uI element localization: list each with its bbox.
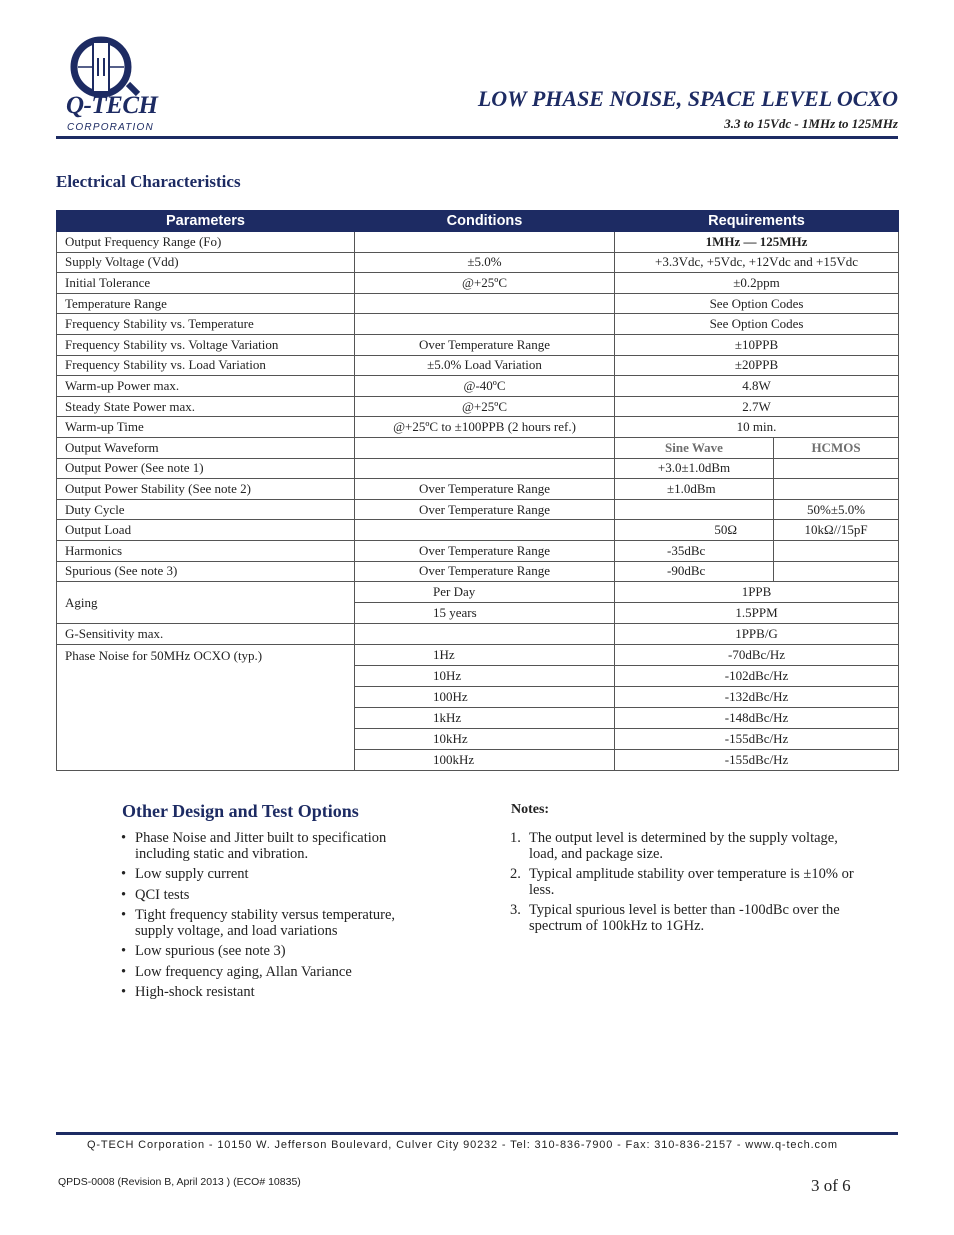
hcmos-cell: 50%±5.0%	[774, 499, 899, 520]
note-item	[510, 867, 855, 898]
note-number: 2.	[510, 866, 521, 882]
parameter-cell: Output Power (See note 1)	[57, 458, 355, 479]
sine-wave-cell	[615, 499, 774, 520]
condition-cell: Over Temperature Range	[355, 540, 615, 561]
table-row	[57, 499, 899, 520]
condition-cell: @+25ºC	[355, 396, 615, 417]
phase-noise-value-cell: -102dBc/Hz	[615, 666, 899, 687]
requirement-cell: ±20PPB	[615, 355, 899, 376]
offset-frequency-cell: 1kHz	[355, 708, 615, 729]
requirement-cell: 2.7W	[615, 396, 899, 417]
condition-cell: Over Temperature Range	[355, 479, 615, 500]
table-row	[57, 334, 899, 355]
hcmos-column-label: HCMOS	[774, 437, 899, 458]
table-row	[57, 437, 899, 458]
parameter-cell: Frequency Stability vs. Temperature	[57, 314, 355, 335]
sine-wave-cell: -35dBc	[615, 540, 774, 561]
table-row	[57, 645, 899, 666]
condition-cell	[355, 293, 615, 314]
bullet-icon: •	[121, 866, 127, 882]
bullet-icon: •	[121, 984, 127, 1000]
condition-cell: @+25ºC to ±100PPB (2 hours ref.)	[355, 417, 615, 438]
condition-cell: Over Temperature Range	[355, 334, 615, 355]
note-item	[510, 903, 855, 934]
requirement-cell: ±0.2ppm	[615, 273, 899, 294]
table-row	[57, 582, 899, 603]
parameter-cell: Initial Tolerance	[57, 273, 355, 294]
parameter-cell: Steady State Power max.	[57, 396, 355, 417]
note-text: Typical amplitude stability over temperature is ±10% or less.	[529, 866, 854, 898]
hcmos-cell	[774, 561, 899, 582]
header-requirements: Requirements	[615, 211, 899, 232]
header-conditions: Conditions	[355, 211, 615, 232]
offset-frequency-cell: 1Hz	[355, 645, 615, 666]
hcmos-cell	[774, 458, 899, 479]
footer-divider	[56, 1132, 898, 1135]
parameter-cell: Duty Cycle	[57, 499, 355, 520]
table-row	[57, 355, 899, 376]
aging-label: Aging	[57, 582, 355, 624]
offset-frequency-cell: 10kHz	[355, 729, 615, 750]
table-row	[57, 624, 899, 645]
header-divider	[56, 136, 898, 139]
page-number: 3 of 6	[811, 1176, 851, 1195]
offset-frequency-cell: 100kHz	[355, 750, 615, 771]
hcmos-cell	[774, 540, 899, 561]
aging-requirement-cell: 1.5PPM	[615, 603, 899, 624]
aging-condition-cell: Per Day	[355, 582, 615, 603]
list-item	[121, 985, 431, 1001]
other-options-title: Other Design and Test Options	[122, 801, 359, 821]
sine-wave-cell: 50Ω	[615, 520, 774, 541]
phase-noise-value-cell: -148dBc/Hz	[615, 708, 899, 729]
list-item-text: High-shock resistant	[135, 984, 255, 1000]
hcmos-cell	[774, 479, 899, 500]
list-item-text: Low frequency aging, Allan Variance	[135, 963, 352, 980]
notes-title: Notes:	[511, 802, 550, 817]
condition-cell	[355, 520, 615, 541]
phase-noise-value-cell: -132dBc/Hz	[615, 687, 899, 708]
condition-cell	[355, 624, 615, 645]
electrical-characteristics-table	[56, 210, 899, 771]
condition-cell: ±5.0% Load Variation	[355, 355, 615, 376]
q-tech-logo-icon	[66, 36, 156, 136]
bullet-icon: •	[121, 830, 127, 846]
table-row	[57, 396, 899, 417]
sine-wave-column-label: Sine Wave	[615, 437, 774, 458]
list-item-text: Low supply current	[135, 866, 249, 882]
document-revision: QPDS-0008 (Revision B, April 2013 ) (ECO# 10835)	[58, 1176, 301, 1188]
bullet-icon: •	[121, 907, 127, 923]
bullet-icon: •	[121, 886, 127, 903]
list-item-text: Tight frequency stability versus temperature, supply voltage, and load variations	[135, 907, 396, 939]
phase-noise-value-cell: -155dBc/Hz	[615, 729, 899, 750]
table-row	[57, 232, 899, 253]
parameter-cell: Output Load	[57, 520, 355, 541]
condition-cell: @-40ºC	[355, 376, 615, 397]
parameter-cell: Harmonics	[57, 540, 355, 561]
note-item	[510, 831, 855, 862]
table-row	[57, 540, 899, 561]
parameter-cell: Output Frequency Range (Fo)	[57, 232, 355, 253]
list-item-text: Phase Noise and Jitter built to specification including static and vibration.	[135, 830, 387, 862]
list-item-text: Low spurious (see note 3)	[135, 943, 286, 959]
notes-list	[510, 831, 855, 939]
parameter-cell: Warm-up Power max.	[57, 376, 355, 397]
condition-cell	[355, 458, 615, 479]
bullet-icon: •	[121, 943, 127, 959]
list-item-text: QCI tests	[135, 886, 190, 903]
table-row	[57, 252, 899, 273]
list-item	[121, 908, 431, 939]
requirement-cell: ±10PPB	[615, 334, 899, 355]
condition-cell: Over Temperature Range	[355, 561, 615, 582]
parameter-cell: Warm-up Time	[57, 417, 355, 438]
requirement-cell: 1MHz — 125MHz	[615, 232, 899, 253]
table-row	[57, 458, 899, 479]
aging-requirement-cell: 1PPB	[615, 582, 899, 603]
requirement-cell: See Option Codes	[615, 314, 899, 335]
list-item	[121, 888, 431, 904]
phase-noise-value-cell: -70dBc/Hz	[615, 645, 899, 666]
table-row	[57, 314, 899, 335]
requirement-cell: 10 min.	[615, 417, 899, 438]
other-options-list	[121, 831, 431, 1006]
condition-cell: ±5.0%	[355, 252, 615, 273]
parameter-cell: Frequency Stability vs. Voltage Variation	[57, 334, 355, 355]
logo-wordmark: Q-TECH	[66, 92, 158, 119]
note-text: Typical spurious level is better than -100dBc over the spectrum of 100kHz to 1GHz.	[529, 902, 840, 934]
sine-wave-cell: -90dBc	[615, 561, 774, 582]
note-number: 3.	[510, 902, 521, 918]
phase-noise-value-cell: -155dBc/Hz	[615, 750, 899, 771]
condition-cell	[355, 437, 615, 458]
header-parameters: Parameters	[57, 211, 355, 232]
requirement-cell: 4.8W	[615, 376, 899, 397]
aging-condition-cell: 15 years	[355, 603, 615, 624]
condition-cell	[355, 314, 615, 335]
table-header-row	[57, 211, 899, 232]
parameter-cell: Spurious (See note 3)	[57, 561, 355, 582]
parameter-cell: Output Waveform	[57, 437, 355, 458]
condition-cell: Over Temperature Range	[355, 499, 615, 520]
offset-frequency-cell: 100Hz	[355, 687, 615, 708]
table-row	[57, 561, 899, 582]
parameter-cell: Frequency Stability vs. Load Variation	[57, 355, 355, 376]
table-row	[57, 520, 899, 541]
table-row	[57, 479, 899, 500]
logo-corporation-label: CORPORATION	[67, 122, 154, 133]
parameter-cell: G-Sensitivity max.	[57, 624, 355, 645]
hcmos-cell: 10kΩ//15pF	[774, 520, 899, 541]
bullet-icon: •	[121, 963, 127, 980]
sine-wave-cell: +3.0±1.0dBm	[615, 458, 774, 479]
table-row	[57, 417, 899, 438]
note-text: The output level is determined by the supply voltage, load, and package size.	[529, 830, 838, 862]
sine-wave-cell: ±1.0dBm	[615, 479, 774, 500]
parameter-cell: Supply Voltage (Vdd)	[57, 252, 355, 273]
document-subtitle: 3.3 to 15Vdc - 1MHz to 125MHz	[724, 116, 898, 131]
list-item	[121, 867, 431, 883]
note-number: 1.	[510, 830, 521, 846]
offset-frequency-cell: 10Hz	[355, 666, 615, 687]
requirement-cell: 1PPB/G	[615, 624, 899, 645]
document-title: LOW PHASE NOISE, SPACE LEVEL OCXO	[477, 86, 898, 111]
requirement-cell: See Option Codes	[615, 293, 899, 314]
list-item	[121, 944, 431, 960]
condition-cell: @+25ºC	[355, 273, 615, 294]
parameter-cell: Output Power Stability (See note 2)	[57, 479, 355, 500]
requirement-cell: +3.3Vdc, +5Vdc, +12Vdc and +15Vdc	[615, 252, 899, 273]
section-title: Electrical Characteristics	[56, 172, 241, 191]
table-row	[57, 293, 899, 314]
footer-address: Q-TECH Corporation - 10150 W. Jefferson Boulevard, Culver City 90232 - Tel: 310-836-7900 - Fax: 310-836-2157 - www.q-tech.com	[87, 1139, 838, 1151]
table-row	[57, 273, 899, 294]
parameter-cell: Temperature Range	[57, 293, 355, 314]
list-item	[121, 831, 431, 862]
list-item	[121, 965, 431, 981]
table-row	[57, 376, 899, 397]
condition-cell	[355, 232, 615, 253]
phase-noise-label: Phase Noise for 50MHz OCXO (typ.)	[57, 645, 355, 771]
